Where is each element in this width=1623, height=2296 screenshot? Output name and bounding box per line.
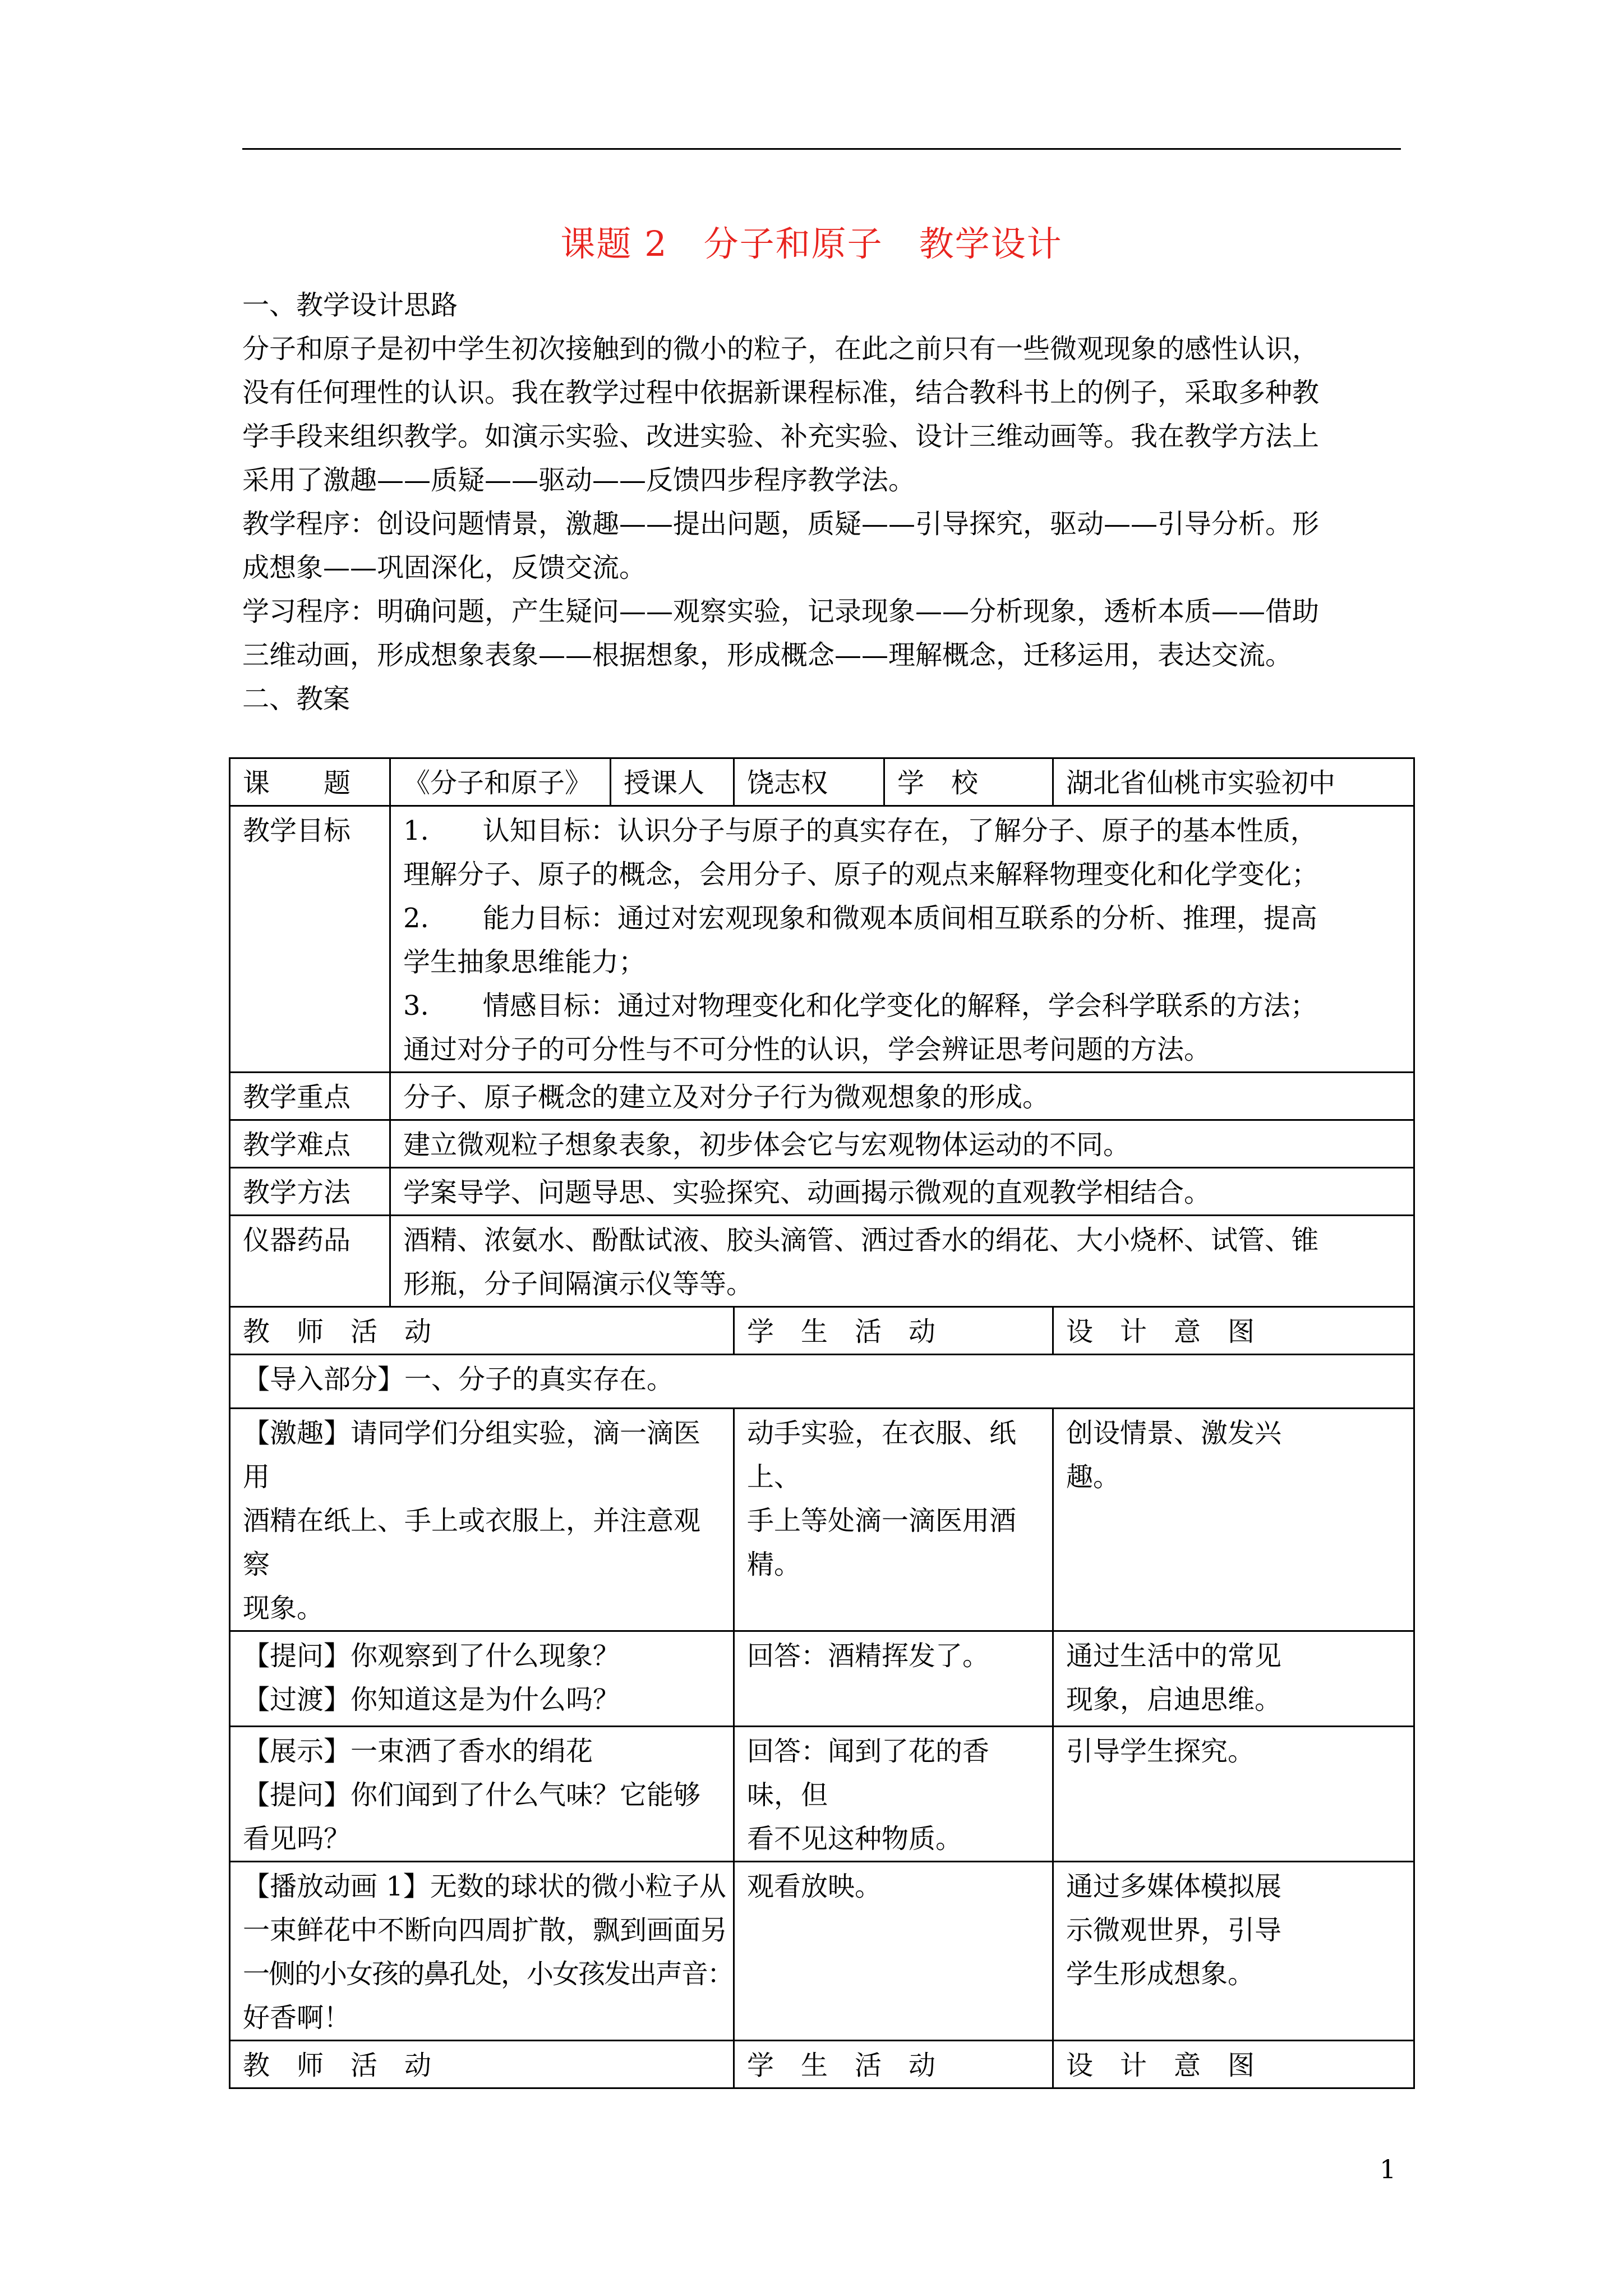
methods-label: 教学方法 — [230, 1168, 390, 1216]
materials-line: 形瓶，分子间隔演示仪等等。 — [403, 1268, 754, 1300]
paragraph-line: 三维动画，形成想象表象——根据想象，形成概念——理解概念，迁移运用，表达交流。 — [242, 639, 1293, 671]
topic-value: 《分子和原子》 — [390, 758, 611, 806]
goal-line: 理解分子、原子的概念，会用分子、原子的观点来解释物理变化和化学变化； — [403, 859, 1319, 890]
activity-line: 【激趣】请同学们分组实验，滴一滴医用 — [243, 1418, 701, 1493]
activity-line: 动手实验，在衣服、纸上、 — [747, 1418, 1017, 1493]
intent-line: 学生形成想象。 — [1066, 1958, 1255, 1990]
activity-line: 一束鲜花中不断向四周扩散，飘到画面另 — [243, 1915, 728, 1946]
design-intent — [1053, 1862, 1414, 2041]
paragraph-line: 分子和原子是初中学生初次接触到的微小的粒子，在此之前只有一些微观现象的感性认识， — [242, 333, 1320, 365]
section-1-heading: 一、教学设计思路 — [242, 289, 458, 321]
activity-line: 观看放映。 — [747, 1871, 882, 1902]
difficulties-value: 建立微观粒子想象表象，初步体会它与宏观物体运动的不同。 — [390, 1120, 1414, 1168]
student-activity — [734, 1409, 1053, 1631]
difficulties-label: 教学难点 — [230, 1120, 390, 1168]
activity-row — [230, 1631, 1414, 1727]
teacher-label: 授课人 — [611, 758, 734, 806]
activity-line: 看见吗？ — [243, 1823, 351, 1855]
paragraph-line: 学习程序：明确问题，产生疑问——观察实验，记录现象——分析现象，透析本质——借助 — [242, 596, 1320, 627]
design-intent-header: 设 计 意 图 — [1053, 2041, 1414, 2088]
paragraph-line: 没有任何理性的认识。我在教学过程中依据新课程标准，结合教科书上的例子，采取多种教 — [242, 377, 1320, 408]
section-1 — [242, 283, 1403, 721]
goal-line: 通过对分子的可分性与不可分性的认识，学会辨证思考问题的方法。 — [403, 1034, 1211, 1065]
activity-line: 一侧的小女孩的鼻孔处，小女孩发出声音： — [243, 1958, 734, 1990]
student-activity-header: 学 生 活 动 — [734, 1307, 1053, 1355]
activity-line: 现象。 — [243, 1593, 324, 1624]
key-points-row — [230, 1073, 1414, 1120]
goals-content — [390, 806, 1414, 1073]
key-points-label: 教学重点 — [230, 1073, 390, 1120]
school-value: 湖北省仙桃市实验初中 — [1053, 758, 1414, 806]
goals-label: 教学目标 — [230, 806, 390, 1073]
teacher-activity — [230, 1862, 734, 2041]
intent-line: 通过多媒体模拟展 — [1066, 1871, 1282, 1902]
intent-line: 示微观世界，引导 — [1066, 1915, 1282, 1946]
design-intent — [1053, 1727, 1414, 1862]
goal-line: 3. 情感目标：通过对物理变化和化学变化的解释，学会科学联系的方法； — [403, 990, 1317, 1022]
intro-section: 【导入部分】一、分子的真实存在。 — [230, 1355, 1414, 1409]
goals-row — [230, 806, 1414, 1073]
teacher-activity-header: 教 师 活 动 — [230, 1307, 734, 1355]
activity-header-row — [230, 1307, 1414, 1355]
materials-line: 酒精、浓氨水、酚酞试液、胶头滴管、洒过香水的绢花、大小烧杯、试管、锥 — [403, 1225, 1319, 1256]
intent-line: 引导学生探究。 — [1066, 1736, 1255, 1767]
goal-line: 学生抽象思维能力； — [403, 946, 646, 978]
topic-label: 课 题 — [230, 758, 390, 806]
materials-content — [390, 1216, 1414, 1307]
intent-line: 现象，启迪思维。 — [1066, 1684, 1282, 1715]
activity-line: 好香啊！ — [243, 2002, 351, 2033]
page-number: 1 — [1380, 2154, 1396, 2184]
activity-line: 【展示】一束洒了香水的绢花 — [243, 1736, 593, 1767]
teacher-activity — [230, 1727, 734, 1862]
methods-value: 学案导学、问题导思、实验探究、动画揭示微观的直观教学相结合。 — [390, 1168, 1414, 1216]
intent-line: 创设情景、激发兴 — [1066, 1418, 1282, 1449]
intent-line: 通过生活中的常见 — [1066, 1640, 1282, 1672]
student-activity-header: 学 生 活 动 — [734, 2041, 1053, 2088]
activity-line: 手上等处滴一滴医用酒精。 — [747, 1505, 1017, 1580]
design-intent — [1053, 1409, 1414, 1631]
materials-row — [230, 1216, 1414, 1307]
document-title: 课题 2 分子和原子 教学设计 — [560, 223, 1063, 264]
intro-row — [230, 1355, 1414, 1409]
materials-label: 仪器药品 — [230, 1216, 390, 1307]
teacher-value: 饶志权 — [734, 758, 884, 806]
student-activity — [734, 1862, 1053, 2041]
paragraph-line: 成想象——巩固深化，反馈交流。 — [242, 552, 647, 583]
paragraph-line: 教学程序：创设问题情景，激趣——提出问题，质疑——引导探究，驱动——引导分析。形 — [242, 508, 1320, 540]
student-activity — [734, 1727, 1053, 1862]
activity-line: 酒精在纸上、手上或衣服上，并注意观察 — [243, 1505, 701, 1580]
activity-line: 回答：闻到了花的香味，但 — [747, 1736, 990, 1811]
header-rule — [242, 148, 1401, 150]
activity-line: 回答：酒精挥发了。 — [747, 1640, 990, 1672]
difficulties-row — [230, 1120, 1414, 1168]
goal-line: 1. 认知目标：认识分子与原子的真实存在，了解分子、原子的基本性质， — [403, 815, 1317, 846]
goal-line: 2. 能力目标：通过对宏观现象和微观本质间相互联系的分析、推理，提高 — [403, 903, 1317, 934]
methods-row — [230, 1168, 1414, 1216]
paragraph-line: 学手段来组织教学。如演示实验、改进实验、补充实验、设计三维动画等。我在教学方法上 — [242, 421, 1320, 452]
intent-line: 趣。 — [1066, 1461, 1121, 1493]
teacher-activity — [230, 1409, 734, 1631]
key-points-value: 分子、原子概念的建立及对分子行为微观想象的形成。 — [390, 1073, 1414, 1120]
activity-line: 【提问】你观察到了什么现象？ — [243, 1640, 620, 1672]
activity-line: 【播放动画 1】无数的球状的微小粒子从 — [243, 1871, 726, 1902]
activity-line: 看不见这种物质。 — [747, 1823, 963, 1855]
design-intent-header: 设 计 意 图 — [1053, 1307, 1414, 1355]
paragraph-line: 采用了激趣——质疑——驱动——反馈四步程序教学法。 — [242, 464, 916, 496]
school-label: 学 校 — [884, 758, 1053, 806]
activity-row — [230, 1862, 1414, 2041]
design-intent — [1053, 1631, 1414, 1727]
activity-line: 【提问】你们闻到了什么气味？它能够 — [243, 1779, 701, 1811]
section-2-heading: 二、教案 — [242, 683, 351, 715]
activity-line: 【过渡】你知道这是为什么吗？ — [243, 1684, 620, 1715]
activity-row — [230, 1409, 1414, 1631]
teacher-activity — [230, 1631, 734, 1727]
student-activity — [734, 1631, 1053, 1727]
activity-row — [230, 1727, 1414, 1862]
lesson-plan-table — [229, 757, 1415, 2089]
teacher-activity-header: 教 师 活 动 — [230, 2041, 734, 2088]
activity-header-row — [230, 2041, 1414, 2088]
info-row — [230, 758, 1414, 806]
